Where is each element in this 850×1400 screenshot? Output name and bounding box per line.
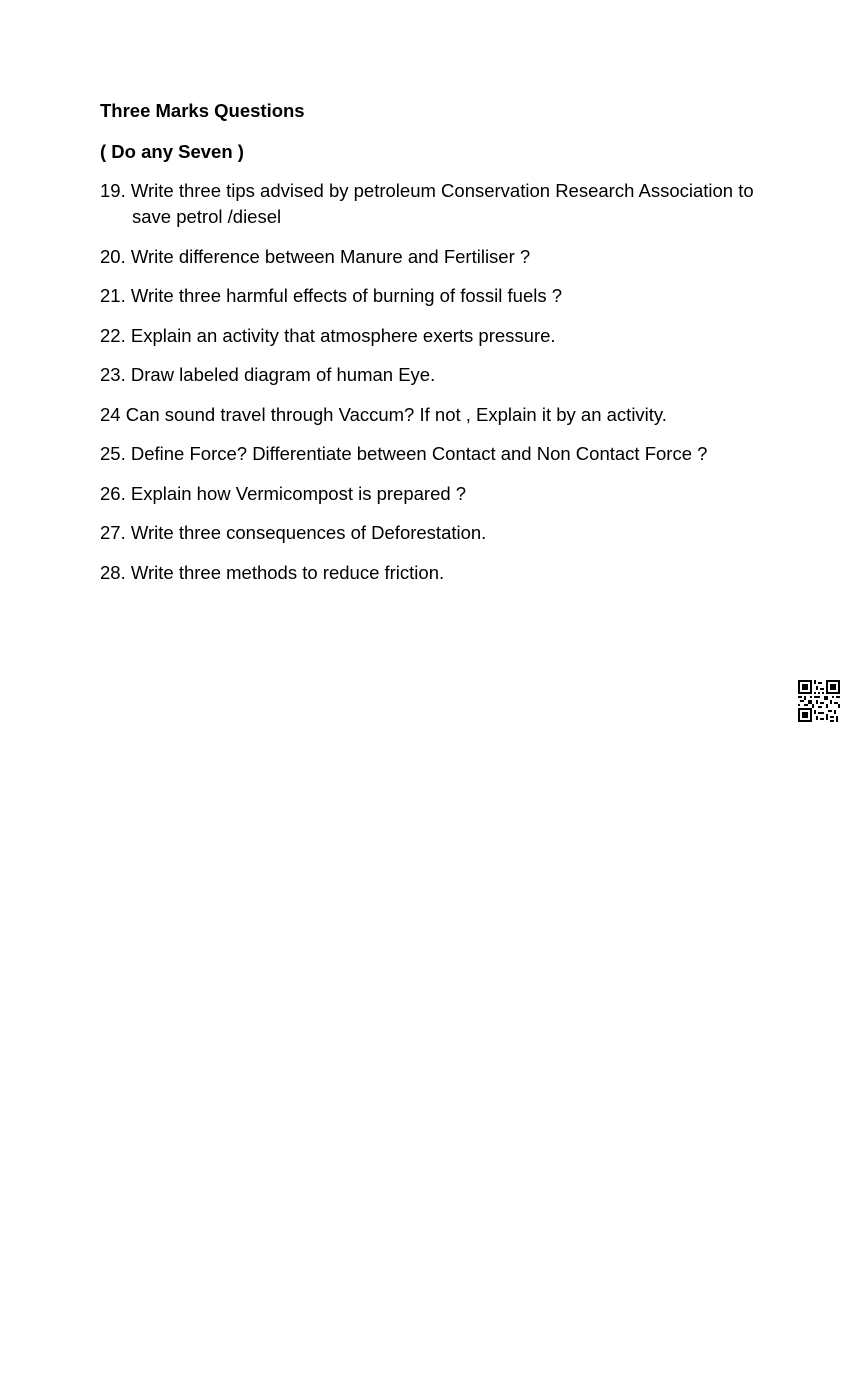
question-item: 24 Can sound travel through Vaccum? If not , Explain it by an activity. [100, 403, 667, 425]
question-list [100, 178, 790, 599]
question-item: 26. Explain how Vermicompost is prepared ? [100, 482, 467, 504]
question-item: 25. Define Force? Differentiate between Contact and Non Contact Force ? [100, 443, 708, 464]
question-item: 21. Write three harmful effects of burning of fossil fuels ? [100, 285, 563, 306]
question-item: 22. Explain an activity that atmosphere exerts pressure. [100, 324, 556, 346]
question-item: 28. Write three methods to reduce friction. [100, 561, 445, 583]
qr-code-icon [798, 680, 840, 722]
section-instruction: ( Do any Seven ) [100, 141, 244, 162]
question-item: 27. Write three consequences of Deforestation. [100, 522, 487, 543]
question-item: 19. Write three tips advised by petroleum Conservation Research Association to save petrol /diesel [100, 180, 754, 227]
section-title: Three Marks Questions [100, 100, 305, 121]
question-item: 23. Draw labeled diagram of human Eye. [100, 364, 436, 385]
question-item: 20. Write difference between Manure and Fertiliser ? [100, 245, 531, 267]
